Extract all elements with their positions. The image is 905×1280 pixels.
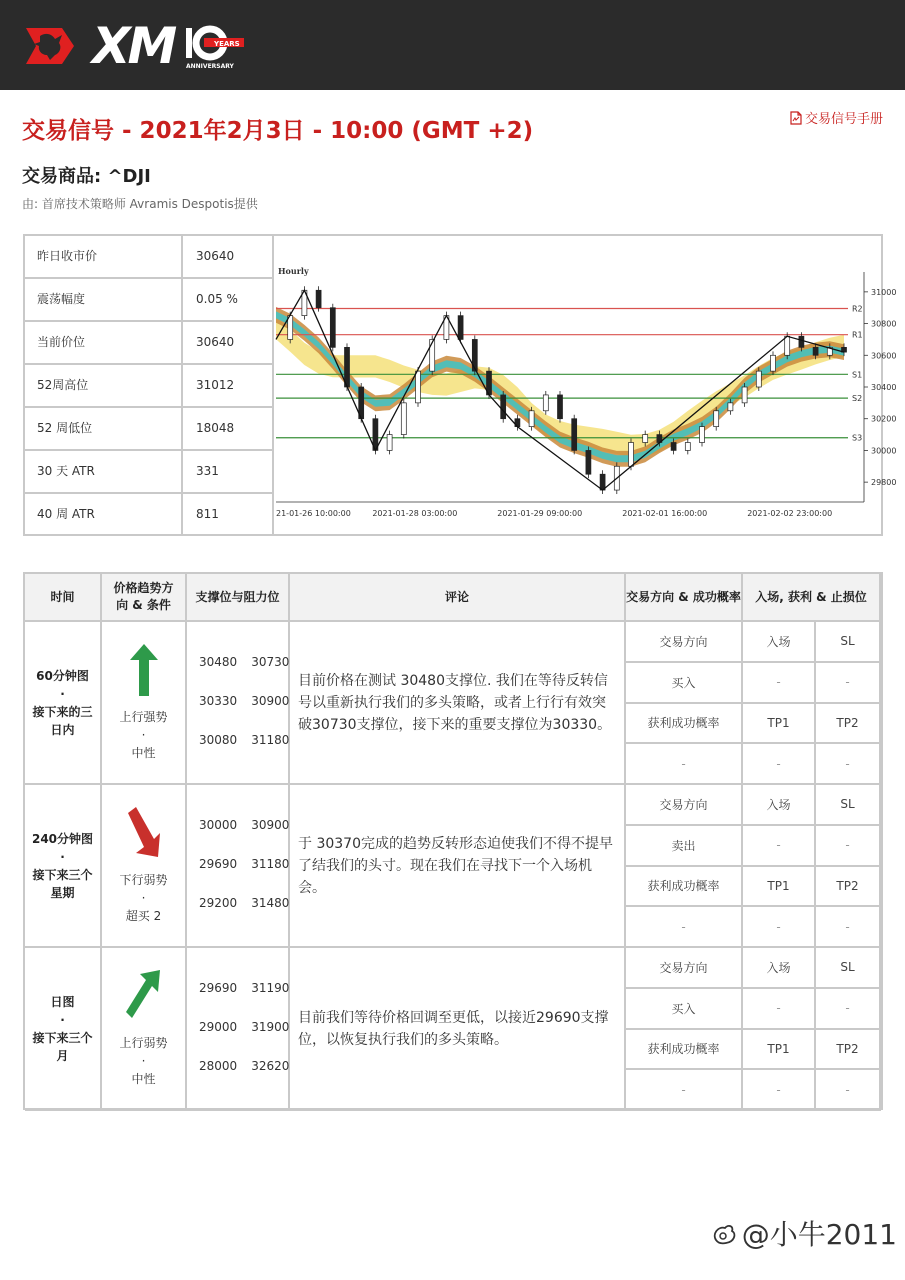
timeframe-cell xyxy=(25,622,102,785)
y-tick-label: 31000 xyxy=(871,287,897,297)
level-value: 31190 xyxy=(251,981,290,995)
level-value: 31480 xyxy=(251,896,290,910)
y-tick-label: 30600 xyxy=(871,351,897,361)
level-value: 28000 xyxy=(199,1059,238,1073)
y-tick-label: 30000 xyxy=(871,446,897,456)
timeframe-line: 接下来三个 xyxy=(32,867,93,882)
candle-body xyxy=(756,371,761,387)
candle-body xyxy=(586,450,591,474)
candle-body xyxy=(330,308,335,348)
comment-cell xyxy=(290,785,626,948)
trend-line: · xyxy=(141,891,146,905)
level-pair xyxy=(199,896,289,910)
candle-body xyxy=(700,427,705,443)
levels-cell xyxy=(187,622,290,785)
timeframe-line: 60分钟图 xyxy=(36,668,89,683)
level-label: S3 xyxy=(852,433,863,443)
trend-line: · xyxy=(141,1054,146,1068)
trend-line: · xyxy=(141,728,146,742)
trade-grid-cell: - xyxy=(626,1070,743,1111)
x-tick-label: 2021-01-29 09:00:00 xyxy=(497,509,583,518)
trend-line: 上行强势 xyxy=(119,710,168,724)
anniversary-badge-icon xyxy=(184,20,246,72)
candle-body xyxy=(543,395,548,411)
trade-grid-cell: TP2 xyxy=(816,1030,881,1071)
trade-grid-cell: 卖出 xyxy=(626,826,743,867)
level-value: 30080 xyxy=(199,733,238,747)
chart-title: Hourly xyxy=(278,266,309,276)
trade-grid-cell: - xyxy=(743,907,816,948)
y-tick-label: 29800 xyxy=(871,478,897,488)
timeframe-cell xyxy=(25,785,102,948)
comment-text: 目前我们等待价格回调至更低，以接近29690支撑位，以恢复执行我们的多头策略。 xyxy=(298,1009,609,1048)
trade-grid-cell: - xyxy=(743,989,816,1030)
bull-logo-icon xyxy=(22,22,90,70)
level-value: 30480 xyxy=(199,655,238,669)
stat-row xyxy=(25,365,274,408)
level-value: 29000 xyxy=(199,1020,238,1034)
y-tick-label: 30800 xyxy=(871,319,897,329)
stat-row xyxy=(25,279,274,322)
trade-grid-cell: - xyxy=(743,826,816,867)
candle-body xyxy=(529,411,534,427)
trade-grid-cell: SL xyxy=(816,785,881,826)
header-levels: 支撑位与阻力位 xyxy=(187,574,290,622)
candle-body xyxy=(685,443,690,451)
trend-line: 中性 xyxy=(131,746,156,760)
candle-body xyxy=(799,336,804,347)
candle-body xyxy=(671,443,676,451)
stat-label: 昨日收市价 xyxy=(25,236,183,277)
trade-grid-cell: - xyxy=(626,744,743,785)
level-label: R2 xyxy=(852,304,863,314)
level-value: 31900 xyxy=(251,1020,290,1034)
stat-value: 31012 xyxy=(183,365,274,406)
timeframe-line: 日图 xyxy=(50,994,75,1009)
candle-body xyxy=(501,395,506,419)
stat-value: 30640 xyxy=(183,236,274,277)
candle-body xyxy=(785,336,790,355)
market-stats-panel xyxy=(23,234,897,536)
timeframe-line: · xyxy=(60,849,65,864)
page-title: 交易信号 - 2021年2月3日 - 10:00 (GMT +2) xyxy=(22,118,534,144)
level-value: 30730 xyxy=(251,655,290,669)
trade-grid-cell: TP1 xyxy=(743,1030,816,1071)
x-tick-label: 21-01-26 10:00:00 xyxy=(276,509,351,518)
signals-table xyxy=(23,572,883,1110)
trend-line: 超买 2 xyxy=(125,909,162,923)
stat-value: 811 xyxy=(183,494,274,535)
stat-label: 52周高位 xyxy=(25,365,183,406)
candle-body xyxy=(401,403,406,435)
weibo-watermark-icon xyxy=(710,1218,740,1248)
hourly-chart xyxy=(274,236,897,534)
watermark xyxy=(710,1213,897,1253)
candle-body xyxy=(387,435,392,451)
level-value: 30900 xyxy=(251,694,290,708)
levels-cell xyxy=(187,948,290,1111)
candle-body xyxy=(728,403,733,411)
stat-label: 30 天 ATR xyxy=(25,451,183,492)
stat-label: 40 周 ATR xyxy=(25,494,183,535)
trade-grid-cell: 入场 xyxy=(743,785,816,826)
trend-line: 上行弱势 xyxy=(119,1036,168,1050)
comment-text: 于 30370完成的趋势反转形态迫使我们不得不提早了结我们的头寸。现在我们在寻找下一个入场机会。 xyxy=(298,835,613,896)
watermark-text: @小牛2011 xyxy=(741,1218,897,1251)
candle-body xyxy=(288,316,293,340)
stat-row xyxy=(25,236,274,279)
candle-body xyxy=(430,339,435,371)
level-pair xyxy=(199,1020,289,1034)
header-bar xyxy=(0,0,905,90)
manual-link-label: 交易信号手册 xyxy=(804,112,883,127)
stat-row xyxy=(25,494,274,537)
trend-cell xyxy=(102,948,187,1111)
candle-body xyxy=(572,419,577,451)
stats-table xyxy=(25,236,274,534)
chart-svg xyxy=(274,236,897,534)
timeframe-line: 日内 xyxy=(50,722,75,737)
trend-cell xyxy=(102,622,187,785)
stat-label: 当前价位 xyxy=(25,322,183,363)
level-value: 29690 xyxy=(199,857,238,871)
stat-value: 331 xyxy=(183,451,274,492)
candle-body xyxy=(771,355,776,371)
up-arrow-icon xyxy=(124,968,164,1024)
candle-body xyxy=(558,395,563,419)
stat-label: 52 周低位 xyxy=(25,408,183,449)
stat-row xyxy=(25,322,274,365)
trade-grid-cell: 交易方向 xyxy=(626,948,743,989)
candle-body xyxy=(629,443,634,467)
level-label: R1 xyxy=(852,330,863,340)
trend-line: 下行弱势 xyxy=(119,873,168,887)
trade-grid-cell: 获利成功概率 xyxy=(626,1030,743,1071)
timeframe-line: 星期 xyxy=(50,885,75,900)
comment-text: 目前价格在测试 30480支撑位. 我们在等待反转信号以重新执行我们的多头策略，或者上行行有效突破30730支撑位，接下来的重要支撑位为30330。 xyxy=(298,672,612,733)
x-tick-label: 2021-01-28 03:00:00 xyxy=(372,509,458,518)
trade-grid-cell: 入场 xyxy=(743,948,816,989)
level-value: 31180 xyxy=(251,733,290,747)
trade-grid-cell: - xyxy=(816,663,881,704)
candle-body xyxy=(643,435,648,443)
trade-grid-cell: - xyxy=(743,663,816,704)
comment-cell xyxy=(290,622,626,785)
stat-label: 震荡幅度 xyxy=(25,279,183,320)
header-comment: 评论 xyxy=(290,574,626,622)
svg-text:ANNIVERSARY: ANNIVERSARY xyxy=(186,63,235,70)
level-pair xyxy=(199,818,289,832)
timeframe-line: 接下来的三 xyxy=(32,704,93,719)
trade-grid-cell: - xyxy=(816,907,881,948)
timeframe-line: 240分钟图 xyxy=(31,831,94,846)
candle-body xyxy=(416,371,421,403)
signal-manual-link[interactable] xyxy=(790,108,883,127)
timeframe-line: 月 xyxy=(56,1048,69,1063)
trade-grid-cell: - xyxy=(743,1070,816,1111)
trade-grid-cell: - xyxy=(816,826,881,867)
level-pair xyxy=(199,733,289,747)
level-value: 30900 xyxy=(251,818,290,832)
trade-grid-cell: - xyxy=(816,989,881,1030)
level-label: S2 xyxy=(852,394,863,404)
trade-grid-cell: 交易方向 xyxy=(626,622,743,663)
logo-text: XM xyxy=(92,17,175,75)
candle-body xyxy=(813,347,818,355)
xm-logo[interactable] xyxy=(22,17,246,75)
trade-grid-cell: 入场 xyxy=(743,622,816,663)
stat-row xyxy=(25,451,274,494)
timeframe-line: · xyxy=(60,1012,65,1027)
trade-grid-cell: - xyxy=(626,907,743,948)
trade-grid-cell: 交易方向 xyxy=(626,785,743,826)
levels-cell xyxy=(187,785,290,948)
candle-body xyxy=(600,474,605,490)
stat-row xyxy=(25,408,274,451)
stat-value: 30640 xyxy=(183,322,274,363)
stat-value: 0.05 % xyxy=(183,279,274,320)
trade-grid-cell: TP1 xyxy=(743,704,816,745)
candle-body xyxy=(714,411,719,427)
comment-cell xyxy=(290,948,626,1111)
candle-body xyxy=(458,316,463,340)
timeframe-line: · xyxy=(60,686,65,701)
candle-body xyxy=(742,387,747,403)
header-time: 时间 xyxy=(25,574,102,622)
trend-line: 中性 xyxy=(131,1072,156,1086)
header-trend: 价格趋势方向 & 条件 xyxy=(102,574,187,622)
y-tick-label: 30200 xyxy=(871,414,897,424)
level-pair xyxy=(199,981,289,995)
x-tick-label: 2021-02-02 23:00:00 xyxy=(747,509,833,518)
trade-grid-cell: 买入 xyxy=(626,663,743,704)
level-pair xyxy=(199,1059,289,1073)
trade-grid-cell: TP2 xyxy=(816,867,881,908)
trend-cell xyxy=(102,785,187,948)
author-credit: 由: 首席技术策略师 Avramis Despotis提供 xyxy=(22,197,258,211)
level-value: 31180 xyxy=(251,857,290,871)
up-arrow-icon xyxy=(124,642,164,698)
level-value: 30330 xyxy=(199,694,238,708)
header-direction: 交易方向 & 成功概率 xyxy=(626,574,743,622)
level-value: 30000 xyxy=(199,818,238,832)
level-label: S1 xyxy=(852,370,863,380)
level-value: 29690 xyxy=(199,981,238,995)
stat-value: 18048 xyxy=(183,408,274,449)
trade-grid-cell: TP1 xyxy=(743,867,816,908)
trade-grid-cell: - xyxy=(816,744,881,785)
level-pair xyxy=(199,857,289,871)
x-tick-label: 2021-02-01 16:00:00 xyxy=(622,509,708,518)
trade-grid-cell: 买入 xyxy=(626,989,743,1030)
pdf-icon xyxy=(790,111,802,125)
trade-grid-cell: 获利成功概率 xyxy=(626,704,743,745)
down-arrow-icon xyxy=(124,805,164,861)
trade-grid-cell: - xyxy=(743,744,816,785)
svg-text:YEARS: YEARS xyxy=(214,40,241,48)
trade-grid-cell: - xyxy=(816,1070,881,1111)
header-entry: 入场, 获利 & 止损位 xyxy=(743,574,881,622)
level-value: 32620 xyxy=(251,1059,290,1073)
trade-grid-cell: SL xyxy=(816,622,881,663)
y-tick-label: 30400 xyxy=(871,383,897,392)
level-value: 29200 xyxy=(199,896,238,910)
instrument-title: 交易商品: ^DJI xyxy=(22,166,151,187)
trade-grid-cell: 获利成功概率 xyxy=(626,867,743,908)
timeframe-line: 接下来三个 xyxy=(32,1030,93,1045)
level-pair xyxy=(199,655,289,669)
trade-grid-cell: SL xyxy=(816,948,881,989)
trade-grid-cell: TP2 xyxy=(816,704,881,745)
level-pair xyxy=(199,694,289,708)
timeframe-cell xyxy=(25,948,102,1111)
candle-body xyxy=(316,290,321,307)
